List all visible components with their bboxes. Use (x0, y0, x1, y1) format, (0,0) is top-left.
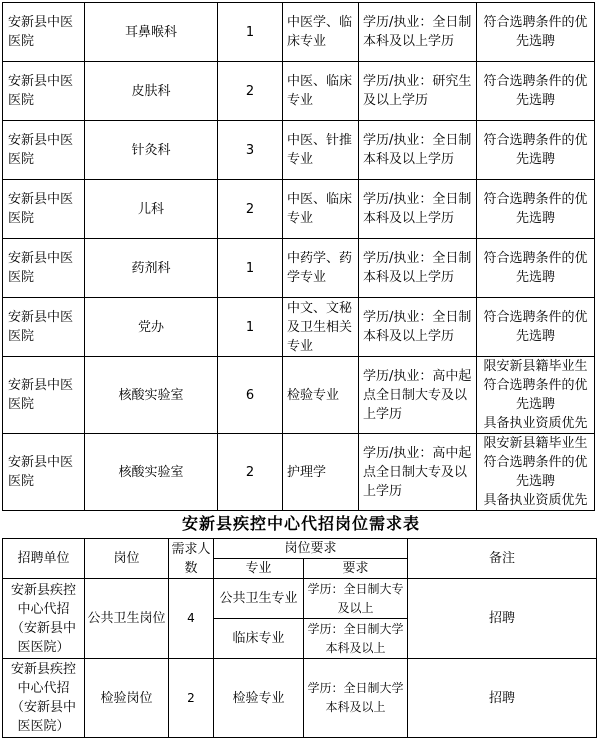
major-cell: 中文、文秘及卫生相关专业 (283, 298, 359, 357)
hospital-positions-table (2, 2, 595, 511)
note-line: 符合选聘条件的优先选聘 (483, 378, 588, 412)
unit-cell: 安新县中医医院 (3, 121, 85, 180)
unit-cell: 安新县中医医院 (3, 3, 85, 62)
education-cell: 学历/执业：高中起点全日制大专及以上学历 (359, 357, 477, 434)
note-line: 具备执业资质优先 (483, 493, 588, 508)
table-row (3, 298, 595, 357)
unit-cell: 安新县中医医院 (3, 298, 85, 357)
major-cell: 中医、针推专业 (283, 121, 359, 180)
education-cell: 学历/执业：研究生及以上学历 (359, 62, 477, 121)
note-line: 符合选聘条件的优先选聘 (483, 455, 588, 489)
major-cell: 护理学 (283, 434, 359, 511)
table-row (3, 3, 595, 62)
department-cell: 皮肤科 (85, 62, 218, 121)
position-cell: 检验岗位 (85, 659, 169, 738)
table-row (3, 357, 595, 434)
position-cell: 公共卫生岗位 (85, 579, 169, 659)
count-cell: 3 (218, 121, 283, 180)
unit-cell: 安新县中医医院 (3, 239, 85, 298)
department-cell: 儿科 (85, 180, 218, 239)
unit-cell: 安新县中医医院 (3, 180, 85, 239)
note-cell (477, 357, 595, 434)
count-cell: 2 (218, 62, 283, 121)
count-cell: 6 (218, 357, 283, 434)
note-cell: 符合选聘条件的优先选聘 (477, 3, 595, 62)
requirement-cell: 学历：全日制大学本科及以上 (304, 619, 408, 659)
unit-cell: 安新县中医医院 (3, 62, 85, 121)
major-cell: 检验专业 (214, 659, 304, 738)
unit-cell: 安新县疾控中心代招（安新县中医医院） (3, 579, 85, 659)
department-cell: 核酸实验室 (85, 357, 218, 434)
education-cell: 学历/执业：全日制本科及以上学历 (359, 298, 477, 357)
count-cell: 1 (218, 239, 283, 298)
header-note: 备注 (408, 539, 597, 579)
table-row (3, 239, 595, 298)
note-cell: 符合选聘条件的优先选聘 (477, 121, 595, 180)
department-cell: 党办 (85, 298, 218, 357)
count-cell: 4 (169, 579, 214, 659)
note-cell (477, 434, 595, 511)
major-cell: 中医学、临床专业 (283, 3, 359, 62)
header-requirement: 要求 (304, 559, 408, 579)
table-row (3, 579, 597, 619)
table-row (3, 434, 595, 511)
table-row (3, 180, 595, 239)
header-count: 需求人数 (169, 539, 214, 579)
count-cell: 1 (218, 298, 283, 357)
department-cell: 耳鼻喉科 (85, 3, 218, 62)
unit-cell: 安新县中医医院 (3, 434, 85, 511)
major-cell: 公共卫生专业 (214, 579, 304, 619)
table-row (3, 659, 597, 738)
table-row (3, 121, 595, 180)
unit-cell: 安新县疾控中心代招（安新县中医医院） (3, 659, 85, 738)
note-cell: 符合选聘条件的优先选聘 (477, 62, 595, 121)
note-cell: 符合选聘条件的优先选聘 (477, 239, 595, 298)
count-cell: 2 (218, 180, 283, 239)
requirement-cell: 学历：全日制大学本科及以上 (304, 659, 408, 738)
unit-cell: 安新县中医医院 (3, 357, 85, 434)
count-cell: 2 (218, 434, 283, 511)
table-row (3, 62, 595, 121)
education-cell: 学历/执业：全日制本科及以上学历 (359, 180, 477, 239)
requirement-cell: 学历：全日制大专及以上 (304, 579, 408, 619)
department-cell: 药剂科 (85, 239, 218, 298)
header-unit: 招聘单位 (3, 539, 85, 579)
header-row (3, 539, 597, 559)
header-requirements: 岗位要求 (214, 539, 408, 559)
cdc-table-title: 安新县疾控中心代招岗位需求表 (181, 514, 420, 533)
education-cell: 学历/执业：高中起点全日制大专及以上学历 (359, 434, 477, 511)
education-cell: 学历/执业：全日制本科及以上学历 (359, 3, 477, 62)
department-cell: 针灸科 (85, 121, 218, 180)
note-cell: 招聘 (408, 659, 597, 738)
note-line: 限安新县籍毕业生 (483, 359, 588, 374)
major-cell: 中医、临床专业 (283, 62, 359, 121)
education-cell: 学历/执业：全日制本科及以上学历 (359, 239, 477, 298)
major-cell: 中医、临床专业 (283, 180, 359, 239)
department-cell: 核酸实验室 (85, 434, 218, 511)
cdc-positions-table (2, 538, 597, 738)
note-cell: 符合选聘条件的优先选聘 (477, 298, 595, 357)
count-cell: 2 (169, 659, 214, 738)
header-major: 专业 (214, 559, 304, 579)
header-position: 岗位 (85, 539, 169, 579)
education-cell: 学历/执业：全日制本科及以上学历 (359, 121, 477, 180)
note-line: 具备执业资质优先 (483, 416, 588, 431)
major-cell: 临床专业 (214, 619, 304, 659)
note-line: 限安新县籍毕业生 (483, 436, 588, 451)
major-cell: 检验专业 (283, 357, 359, 434)
note-cell: 招聘 (408, 579, 597, 659)
count-cell: 1 (218, 3, 283, 62)
note-cell: 符合选聘条件的优先选聘 (477, 180, 595, 239)
major-cell: 中药学、药学专业 (283, 239, 359, 298)
